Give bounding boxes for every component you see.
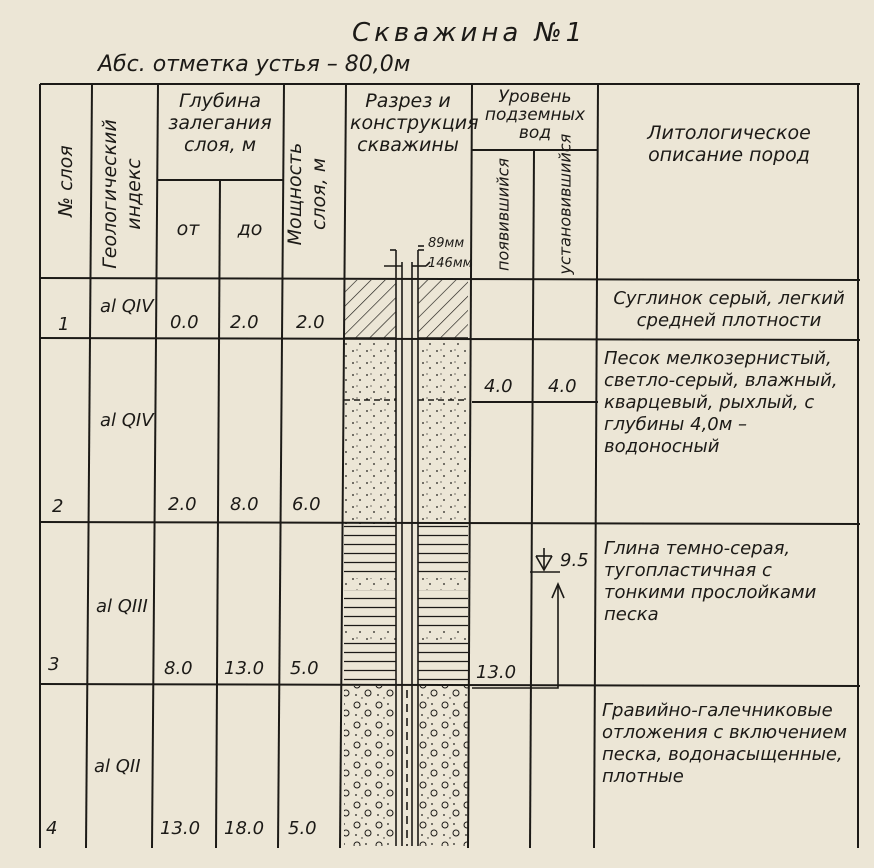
water-appeared-layer2: 4.0 [484,376,513,397]
layer-4-number: 4 [46,818,58,839]
layer-1-thickness: 2.0 [296,312,325,333]
layer-2-number: 2 [52,496,64,517]
layer-4-index: al QII [94,756,141,777]
layer-1-description: Суглинок серый, легкий средней плотности [613,288,845,331]
layer-3-index: al QIII [96,596,148,617]
layer-4-thickness: 5.0 [288,818,317,839]
header-thickness: Мощность слоя, м [284,142,330,246]
water-established-layer3: 9.5 [560,550,589,571]
layer-3-depth-from: 8.0 [164,658,193,679]
header-layer-number: № слоя [55,145,77,217]
header-water-appeared: появившийся [493,158,513,271]
layer-3-number: 3 [48,654,60,675]
wellhead-elevation: Абс. отметка устья – 80,0м [98,52,411,77]
layer-2-depth-from: 2.0 [168,494,197,515]
layer-3-thickness: 5.0 [290,658,319,679]
header-water-established: установившийся [555,133,575,275]
layer-1-index: al QIV [100,296,154,317]
layer-2-description: Песок мелкозернистый, светло-серый, влажный, кварцевый, рыхлый, с глубины 4,0м – водоносный [604,348,838,457]
layer-2-thickness: 6.0 [292,494,321,515]
layer-4-description: Гравийно-галечниковые отложения с включением песка, водонасыщенные, плотные [602,700,847,787]
water-appeared-layer3: 13.0 [476,662,517,683]
layer-4-depth-from: 13.0 [160,818,201,839]
casing-inner-diameter: 89мм [428,236,465,251]
page-title: Скважина №1 [352,18,587,48]
layer-2-index: al QIV [100,410,154,431]
layer-2-depth-to: 8.0 [230,494,259,515]
layer-1-depth-to: 2.0 [230,312,259,333]
layer-3-description: Глина темно-серая, тугопластичная с тонкими прослойками песка [604,538,817,625]
header-depth: Глубина залегания слоя, м [168,90,272,156]
header-water-level: Уровень подземных вод [484,87,586,143]
header-section: Разрез и конструкция скважины [350,90,479,156]
header-lithology: Литологическое описание пород [647,122,811,166]
layer-4-depth-to: 18.0 [224,818,265,839]
water-established-layer2: 4.0 [548,376,577,397]
header-geological-index: Геологический индекс [99,119,145,269]
layer-1-depth-from: 0.0 [170,312,199,333]
casing-outer-diameter: 146мм [428,256,473,271]
header-depth-to: до [237,218,263,240]
layer-1-number: 1 [58,314,70,335]
header-depth-from: от [176,218,200,240]
layer-3-depth-to: 13.0 [224,658,265,679]
